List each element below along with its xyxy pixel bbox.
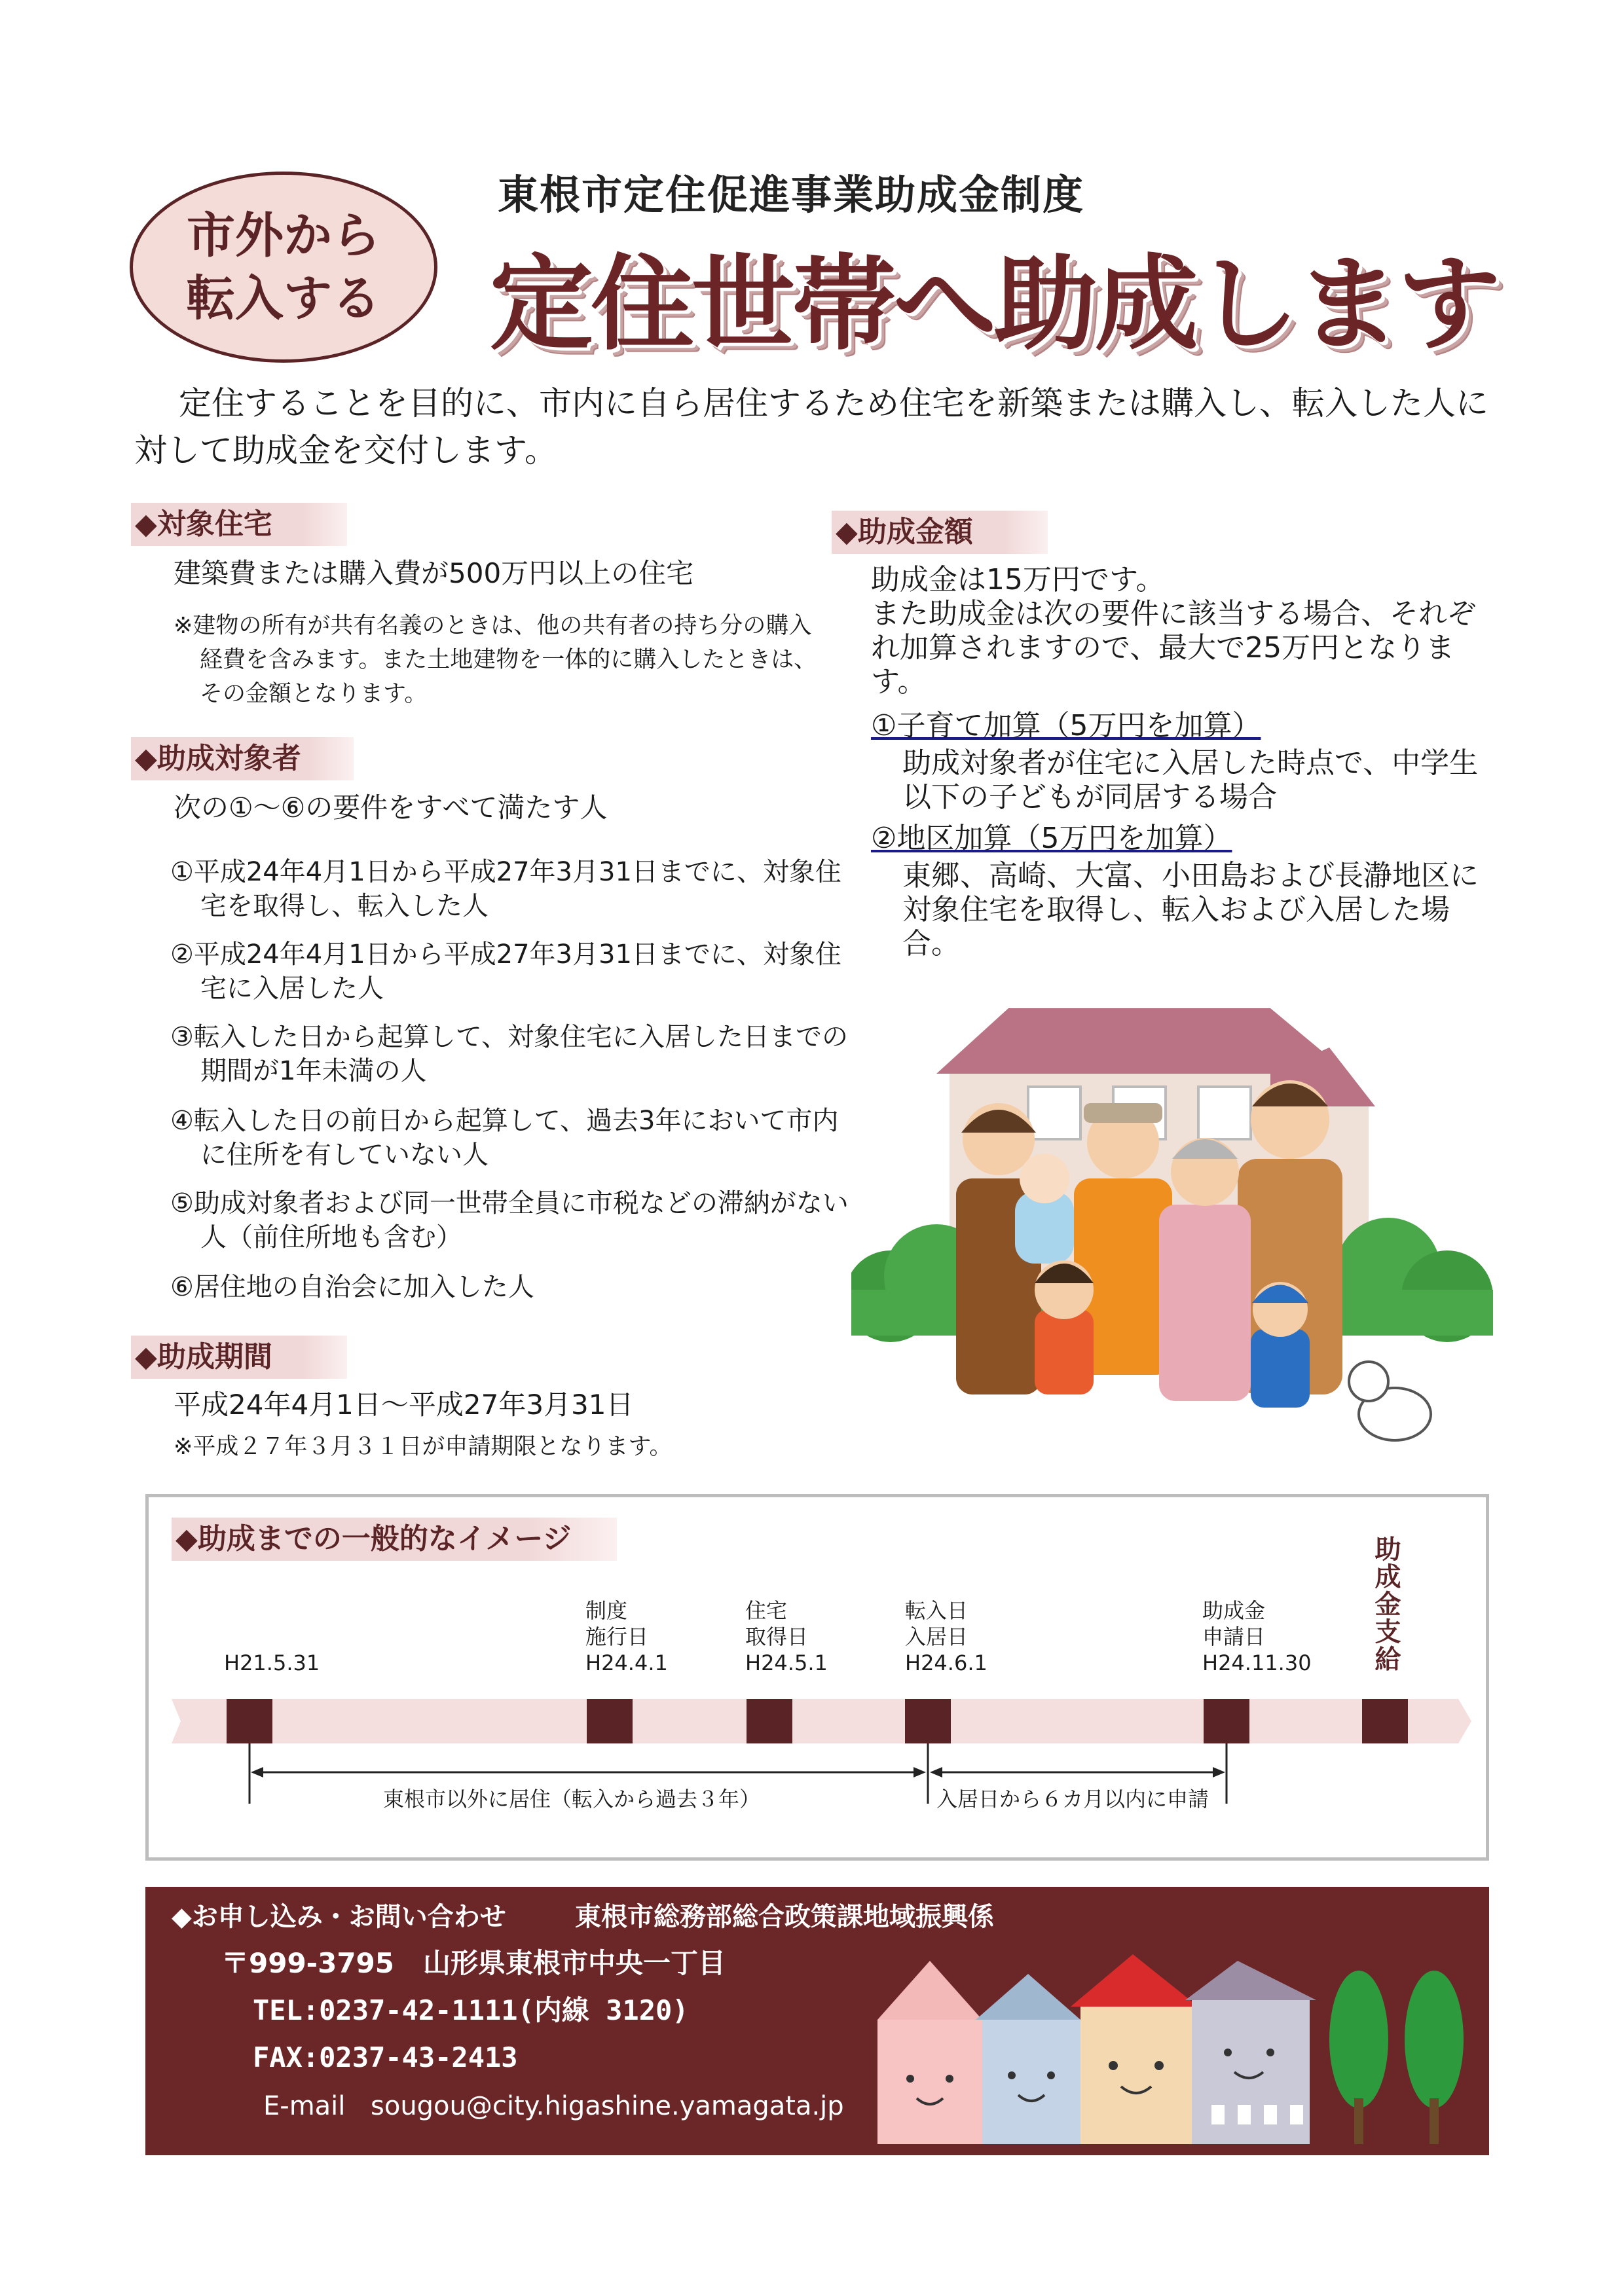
- contact-department: 東根市総務部総合政策課地域振興係: [575, 1902, 994, 1932]
- period-note: ※平成２７年３月３１日が申請期限となります。: [174, 1434, 673, 1460]
- contact-postal-code: 〒999-3795: [221, 1947, 394, 1979]
- timeline-span-2-label: 入居日から６カ月以内に申請: [936, 1787, 1209, 1812]
- eligible-item-2: ②平成24年4月1日から平成27年3月31日までに、対象住宅に入居した人: [170, 939, 841, 1004]
- badge-line-2: 転入する: [187, 270, 380, 327]
- header-badge: [130, 172, 437, 363]
- family-house-illustration: [851, 982, 1493, 1480]
- timeline-marker-final: [1362, 1699, 1408, 1743]
- section-heading-amount: ◆助成金額: [832, 511, 1048, 554]
- timeline-marker-2: [747, 1699, 792, 1743]
- contact-tel: TEL:0237-42-1111(内線 3120): [253, 1994, 689, 2026]
- section-heading-period: ◆助成期間: [131, 1336, 347, 1379]
- timeline-graphic: [172, 1692, 1475, 1810]
- eligible-item-6: ⑥居住地の自治会に加入した人: [170, 1272, 534, 1302]
- section-heading-eligible: ◆助成対象者: [131, 737, 354, 780]
- period-text: 平成24年4月1日～平成27年3月31日: [174, 1389, 634, 1421]
- timeline-marker-0: [227, 1699, 272, 1743]
- timeline-marker-1: [587, 1699, 633, 1743]
- timeline-date-4: H24.11.30: [1202, 1650, 1312, 1675]
- amount-addition-2-heading: ②地区加算（5万円を加算）: [871, 822, 1232, 855]
- amount-line-2: また助成金は次の要件に該当する場合、それぞれ加算されますので、最大で25万円となります。: [871, 597, 1476, 699]
- amount-addition-1-text: 助成対象者が住宅に入居した時点で、中学生以下の子どもが同居する場合: [902, 746, 1479, 814]
- timeline-bar: [172, 1699, 1471, 1743]
- timeline-label-2b: 取得日: [745, 1624, 809, 1649]
- contact-address: 山形県東根市中央一丁目: [423, 1947, 726, 1979]
- timeline-date-3: H24.6.1: [905, 1650, 987, 1675]
- amount-addition-1-heading: ①子育て加算（5万円を加算）: [871, 709, 1261, 742]
- timeline-final-label: 助成金支給: [1371, 1535, 1401, 1673]
- timeline-marker-3: [905, 1699, 951, 1743]
- timeline-label-1a: 制度: [585, 1598, 628, 1623]
- target-housing-text: 建築費または購入費が500万円以上の住宅: [174, 557, 694, 589]
- timeline-date-1: H24.4.1: [585, 1650, 668, 1675]
- eligible-item-1: ①平成24年4月1日から平成27年3月31日までに、対象住宅を取得し、転入した人: [170, 857, 841, 921]
- timeline-span-1-label: 東根市以外に居住（転入から過去３年）: [383, 1787, 761, 1812]
- target-housing-note: ※建物の所有が共有名義のときは、他の共有者の持ち分の購入経費を含みます。また土地建物を一体的に購入したときは、その金額となります。: [174, 613, 817, 707]
- timeline-label-3b: 入居日: [905, 1624, 969, 1649]
- amount-addition-2-text: 東郷、高崎、大富、小田島および長瀞地区に対象住宅を取得し、転入および入居した場合。: [902, 859, 1479, 960]
- intro-paragraph: 定住することを目的に、市内に自ら居住するため住宅を新築または購入し、転入した人に対して助成金を交付します。: [134, 384, 1488, 469]
- contact-email[interactable]: sougou@city.higashine.yamagata.jp: [371, 2091, 844, 2121]
- timeline-label-4a: 助成金: [1202, 1598, 1266, 1623]
- timeline-date-0: H21.5.31: [224, 1650, 320, 1675]
- contact-email-label: E-mail: [263, 2091, 346, 2121]
- page-subtitle: 東根市定住促進事業助成金制度: [498, 171, 1085, 219]
- timeline-label-1b: 施行日: [585, 1624, 649, 1649]
- badge-line-1: 市外から: [187, 208, 380, 264]
- timeline-marker-4: [1204, 1699, 1249, 1743]
- amount-line-1: 助成金は15万円です。: [871, 563, 1165, 596]
- contact-heading: ◆お申し込み・お問い合わせ: [172, 1902, 506, 1932]
- timeline-label-2a: 住宅: [745, 1598, 788, 1623]
- contact-fax: FAX:0237-43-2413: [253, 2041, 518, 2073]
- page-title: 定住世帯へ助成します: [490, 244, 1498, 365]
- section-heading-target-housing: ◆対象住宅: [131, 503, 347, 546]
- eligible-item-4: ④転入した日の前日から起算して、過去3年において市内に住所を有していない人: [170, 1106, 839, 1170]
- timeline-label-3a: 転入日: [905, 1598, 969, 1623]
- timeline-date-2: H24.5.1: [745, 1650, 828, 1675]
- smiling-houses-illustration: [871, 1948, 1473, 2144]
- eligible-item-3: ③転入した日から起算して、対象住宅に入居した日までの期間が1年未満の人: [170, 1022, 849, 1086]
- eligible-item-5: ⑤助成対象者および同一世帯全員に市税などの滞納がない人（前住所地も含む）: [170, 1188, 849, 1252]
- section-heading-timeline: ◆助成までの一般的なイメージ: [172, 1518, 617, 1561]
- eligible-lead: 次の①～⑥の要件をすべて満たす人: [174, 792, 608, 824]
- timeline-label-4b: 申請日: [1202, 1624, 1266, 1649]
